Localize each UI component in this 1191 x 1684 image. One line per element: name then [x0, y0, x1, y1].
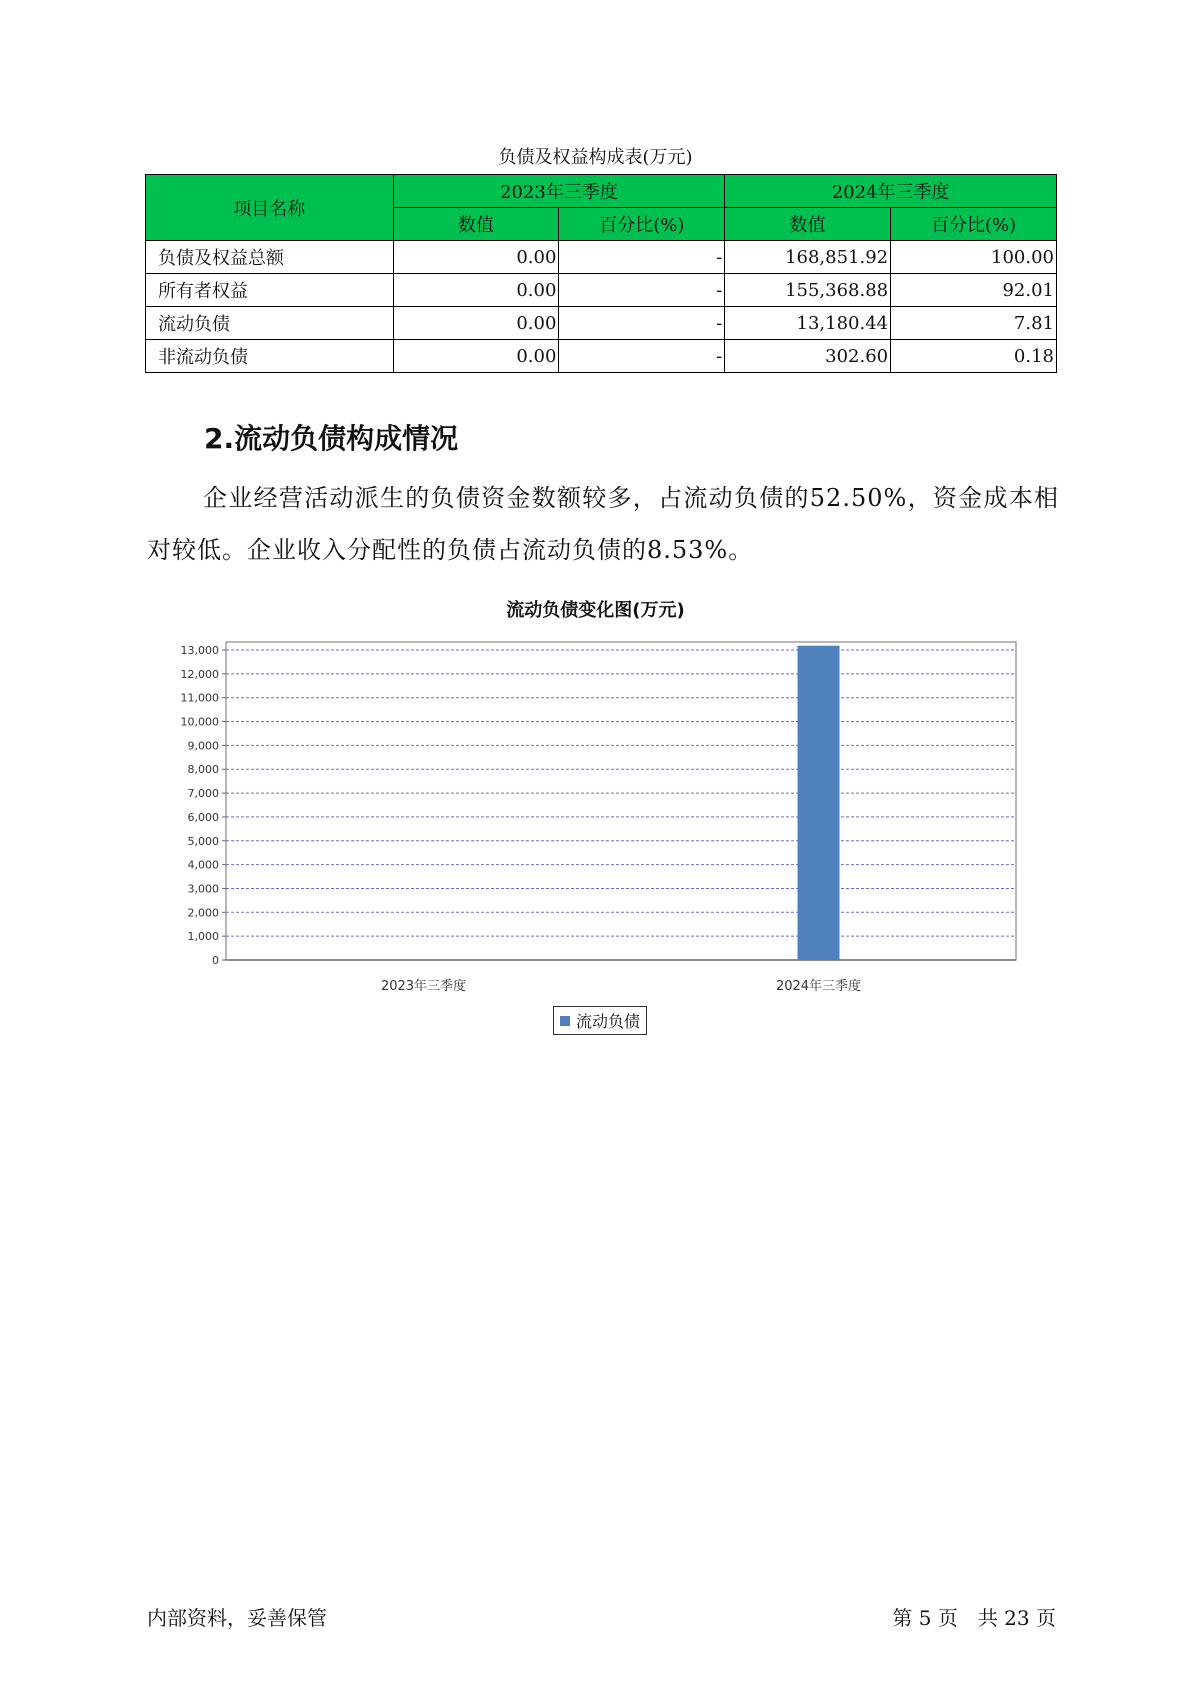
chart-legend	[553, 1006, 647, 1035]
table-row	[146, 307, 1057, 340]
value-2024: 13,180.44	[725, 307, 891, 340]
y-tick-label: 9,000	[187, 739, 219, 753]
percent-2024: 100.00	[891, 241, 1057, 274]
row-name: 流动负债	[146, 307, 394, 340]
value-2023: 0.00	[393, 274, 559, 307]
value-2023: 0.00	[393, 340, 559, 373]
bar-chart	[150, 630, 1020, 1000]
value-2023: 0.00	[393, 241, 559, 274]
row-name: 所有者权益	[146, 274, 394, 307]
x-tick-label: 2024年三季度	[775, 979, 862, 994]
header-value-2024: 数值	[725, 208, 891, 241]
table-row	[146, 274, 1057, 307]
y-tick-label: 7,000	[187, 787, 219, 801]
body-paragraph: 企业经营活动派生的负债资金数额较多，占流动负债的52.50%，资金成本相对较低。企业收入分配性的负债占流动负债的8.53%。	[147, 484, 1059, 564]
chart-title: 流动负债变化图(万元)	[506, 600, 685, 621]
y-tick-label: 2,000	[187, 906, 219, 920]
value-2024: 168,851.92	[725, 241, 891, 274]
percent-2023: -	[559, 307, 725, 340]
table-caption: 负债及权益构成表(万元)	[498, 147, 693, 168]
y-tick-label: 10,000	[180, 715, 219, 729]
liabilities-table	[145, 174, 1057, 373]
value-2023: 0.00	[393, 307, 559, 340]
y-tick-label: 0	[212, 954, 219, 967]
header-item-name: 项目名称	[146, 175, 394, 241]
percent-2023: -	[559, 241, 725, 274]
x-tick-label: 2023年三季度	[380, 979, 467, 994]
y-tick-label: 4,000	[187, 858, 219, 872]
row-name: 非流动负债	[146, 340, 394, 373]
y-tick-label: 13,000	[180, 644, 219, 657]
percent-2024: 0.18	[891, 340, 1057, 373]
legend-label: 流动负债	[576, 1012, 641, 1031]
y-tick-label: 3,000	[187, 882, 219, 896]
value-2024: 155,368.88	[725, 274, 891, 307]
table-row	[146, 340, 1057, 373]
y-tick-label: 12,000	[180, 667, 219, 681]
percent-2023: -	[559, 274, 725, 307]
section-heading: 2.流动负债构成情况	[204, 422, 459, 455]
row-name: 负债及权益总额	[146, 241, 394, 274]
y-tick-label: 5,000	[187, 834, 219, 848]
y-tick-label: 1,000	[187, 930, 219, 944]
footer-confidential: 内部资料，妥善保管	[147, 1606, 327, 1630]
header-percent-2024: 百分比(%)	[891, 208, 1057, 241]
bar	[798, 646, 840, 960]
legend-swatch	[560, 1016, 570, 1026]
percent-2024: 7.81	[891, 307, 1057, 340]
y-tick-label: 11,000	[180, 691, 219, 705]
value-2024: 302.60	[725, 340, 891, 373]
footer-page-number: 第 5 页 共 23 页	[892, 1606, 1056, 1630]
y-tick-label: 8,000	[187, 763, 219, 777]
header-period-2023: 2023年三季度	[393, 175, 725, 208]
header-percent-2023: 百分比(%)	[559, 208, 725, 241]
percent-2024: 92.01	[891, 274, 1057, 307]
y-tick-label: 6,000	[187, 810, 219, 824]
percent-2023: -	[559, 340, 725, 373]
header-value-2023: 数值	[393, 208, 559, 241]
table-row	[146, 241, 1057, 274]
header-period-2024: 2024年三季度	[725, 175, 1057, 208]
